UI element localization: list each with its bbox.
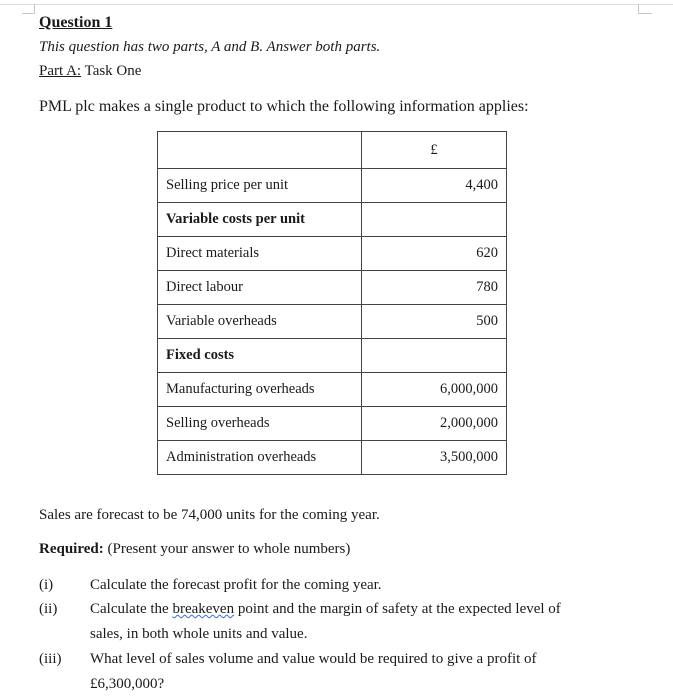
item-number: (ii)	[39, 601, 58, 617]
item-text-part: point and the margin of safety at the expected level of	[234, 601, 561, 617]
page-top-border	[0, 4, 673, 5]
row-label: Administration overheads	[158, 441, 362, 475]
row-value: 780	[362, 271, 507, 305]
item-number: (i)	[39, 577, 54, 593]
row-value	[362, 339, 507, 373]
required-note: (Present your answer to whole numbers)	[103, 541, 351, 557]
spellcheck-word: breakeven	[172, 601, 235, 617]
table-row	[158, 237, 507, 271]
part-a-heading	[39, 63, 141, 80]
row-label: Fixed costs	[158, 339, 362, 373]
question-title: Question 1	[39, 14, 113, 31]
currency-header: £	[362, 132, 507, 169]
item-text-part: Calculate the	[90, 601, 173, 617]
table-row	[158, 339, 507, 373]
table-row	[158, 373, 507, 407]
margin-corner-mark-left	[34, 4, 35, 14]
intro-text: PML plc makes a single product to which the following information applies:	[39, 98, 529, 115]
row-value: 4,400	[362, 169, 507, 203]
row-label: Variable costs per unit	[158, 203, 362, 237]
table-row	[158, 169, 507, 203]
margin-corner-mark-left-h	[22, 13, 34, 14]
row-value: 2,000,000	[362, 407, 507, 441]
table-header-blank	[158, 132, 362, 169]
cost-table	[157, 131, 507, 475]
row-value: 620	[362, 237, 507, 271]
item-text	[90, 601, 561, 618]
row-label: Direct materials	[158, 237, 362, 271]
part-a-task: Task One	[81, 63, 142, 79]
question-instruction: This question has two parts, A and B. Answer both parts.	[39, 39, 381, 55]
item-text: What level of sales volume and value would be required to give a profit of	[90, 651, 537, 667]
row-value: 6,000,000	[362, 373, 507, 407]
margin-corner-mark-right-h	[638, 13, 652, 14]
table-row	[158, 407, 507, 441]
required-line	[39, 541, 350, 558]
row-value: 3,500,000	[362, 441, 507, 475]
row-value: 500	[362, 305, 507, 339]
forecast-text: Sales are forecast to be 74,000 units for the coming year.	[39, 507, 380, 523]
item-text-line2: £6,300,000?	[90, 676, 165, 692]
table-row	[158, 441, 507, 475]
required-label: Required:	[39, 541, 104, 557]
row-value	[362, 203, 507, 237]
table-row	[158, 305, 507, 339]
table-row	[158, 203, 507, 237]
row-label: Direct labour	[158, 271, 362, 305]
item-text-line2: sales, in both whole units and value.	[90, 626, 308, 642]
row-label: Selling price per unit	[158, 169, 362, 203]
row-label: Selling overheads	[158, 407, 362, 441]
table-row	[158, 271, 507, 305]
row-label: Manufacturing overheads	[158, 373, 362, 407]
part-a-label: Part A:	[39, 63, 82, 79]
item-text: Calculate the forecast profit for the coming year.	[90, 577, 382, 593]
item-number: (iii)	[39, 651, 62, 667]
row-label: Variable overheads	[158, 305, 362, 339]
table-header-row	[158, 132, 507, 169]
